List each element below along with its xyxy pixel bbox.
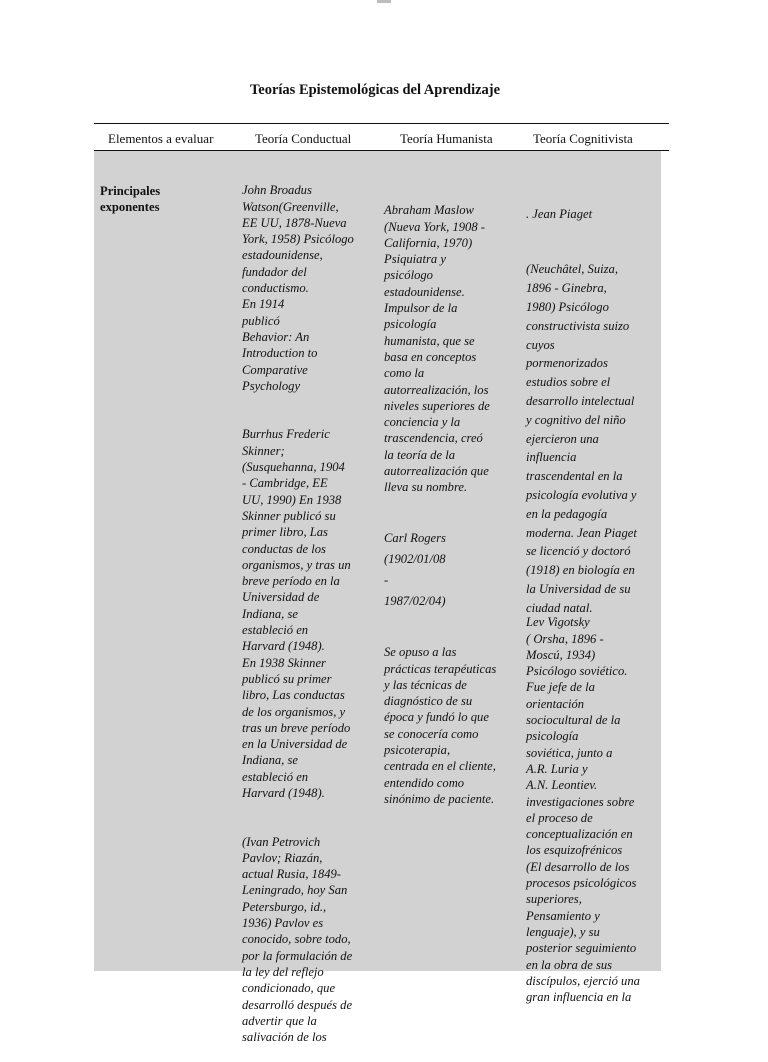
cell-cognitivista (526, 186, 656, 636)
conductual-pavlov: (Ivan Petrovich Pavlov; Riazán, actual Rusia, 1849- Leningrado, hoy San Petersburgo, id., 1936) Pavlov es conocido, sobre todo, por la formulación de la ley del reflejo condicionado, que desarrolló después de advertir que la salivación de los (242, 834, 353, 1045)
conductual-watson: John Broadus Watson(Greenville, EE UU, 1878-Nueva York, 1958) Psicólogo estadounidense, fundador del conductismo. En 1914 publicó Behavior: An Introduction to Comparative Psychology (242, 183, 354, 393)
cell-cognitivista-vigotsky (526, 598, 656, 1022)
cognitivista-piaget-name: . Jean Piaget (526, 206, 593, 221)
header-elementos: Elementos a evaluar (108, 131, 214, 146)
header-conductual: Teoría Conductual (255, 131, 352, 146)
cognitivista-piaget-bio: (Neuchâtel, Suiza, 1896 - Ginebra, 1980) Psicólogo constructivista suizo cuyos pormenorizados estudios sobre el desarrollo intelectual y cognitivo del niño ejercieron una influencia trascendental en la psicología evolutiva y en la pedagogía moderna. Jean Piaget se licenció y doctoró (1918) en biología en la Universidad de su ciudad natal. (526, 262, 637, 615)
row-label-exponentes: Principales exponentes (100, 184, 161, 215)
header-cognitivista: Teoría Cognitivista (533, 131, 633, 146)
cognitivista-vigotsky: Lev Vigotsky ( Orsha, 1896 - Moscú, 1934) Psicólogo soviético. Fue jefe de la orientación sociocultural de la psicología soviética, junto a A.R. Luria y A.N. Leontiev. investigaciones sobre el proceso de conceptualización en los esquizofrénicos (El desarrollo de los procesos psicológicos superiores, Pensamiento y lenguaje), y su posterior seguimiento en la obra de sus discípulos, ejerció una gran influencia en la (526, 615, 640, 1005)
page-top-mark (377, 0, 391, 3)
cell-conductual (242, 166, 372, 1062)
document-title: Teorías Epistemológicas del Aprendizaje (249, 82, 501, 98)
humanista-rogers-description: Se opuso a las prácticas terapéuticas y las técnicas de diagnóstico de su época y fundó lo que se conocería como psicoterapia, centrada en el cliente, entendido como sinónimo de paciente. (384, 645, 497, 806)
humanista-maslow: Abraham Maslow (Nueva York, 1908 - California, 1970) Psiquiatra y psicólogo estadounidense. Impulsor de la psicología humanista, que se basa en conceptos como la autorrealización, los niveles superiores de conciencia y la trascendencia, creó la teoría de la autorrealización que lleva su nombre. (384, 203, 490, 495)
table-top-rule (94, 123, 669, 124)
conductual-skinner: Burrhus Frederic Skinner; (Susquehanna, 1904 - Cambridge, EE UU, 1990) En 1938 Skinner publicó su primer libro, Las conductas de los organismos, y tras un breve período en la Universidad de Indiana, se estableció en Harvard (1948). En 1938 Skinner publicó su primer libro, Las conductas de los organismos, y tras un breve período en la Universidad de Indiana, se estableció en Harvard (1948). (242, 427, 351, 800)
cell-humanista (384, 186, 509, 824)
header-humanista: Teoría Humanista (400, 131, 493, 146)
humanista-rogers: Carl Rogers (1902/01/08 - 1987/02/04) (384, 530, 446, 608)
